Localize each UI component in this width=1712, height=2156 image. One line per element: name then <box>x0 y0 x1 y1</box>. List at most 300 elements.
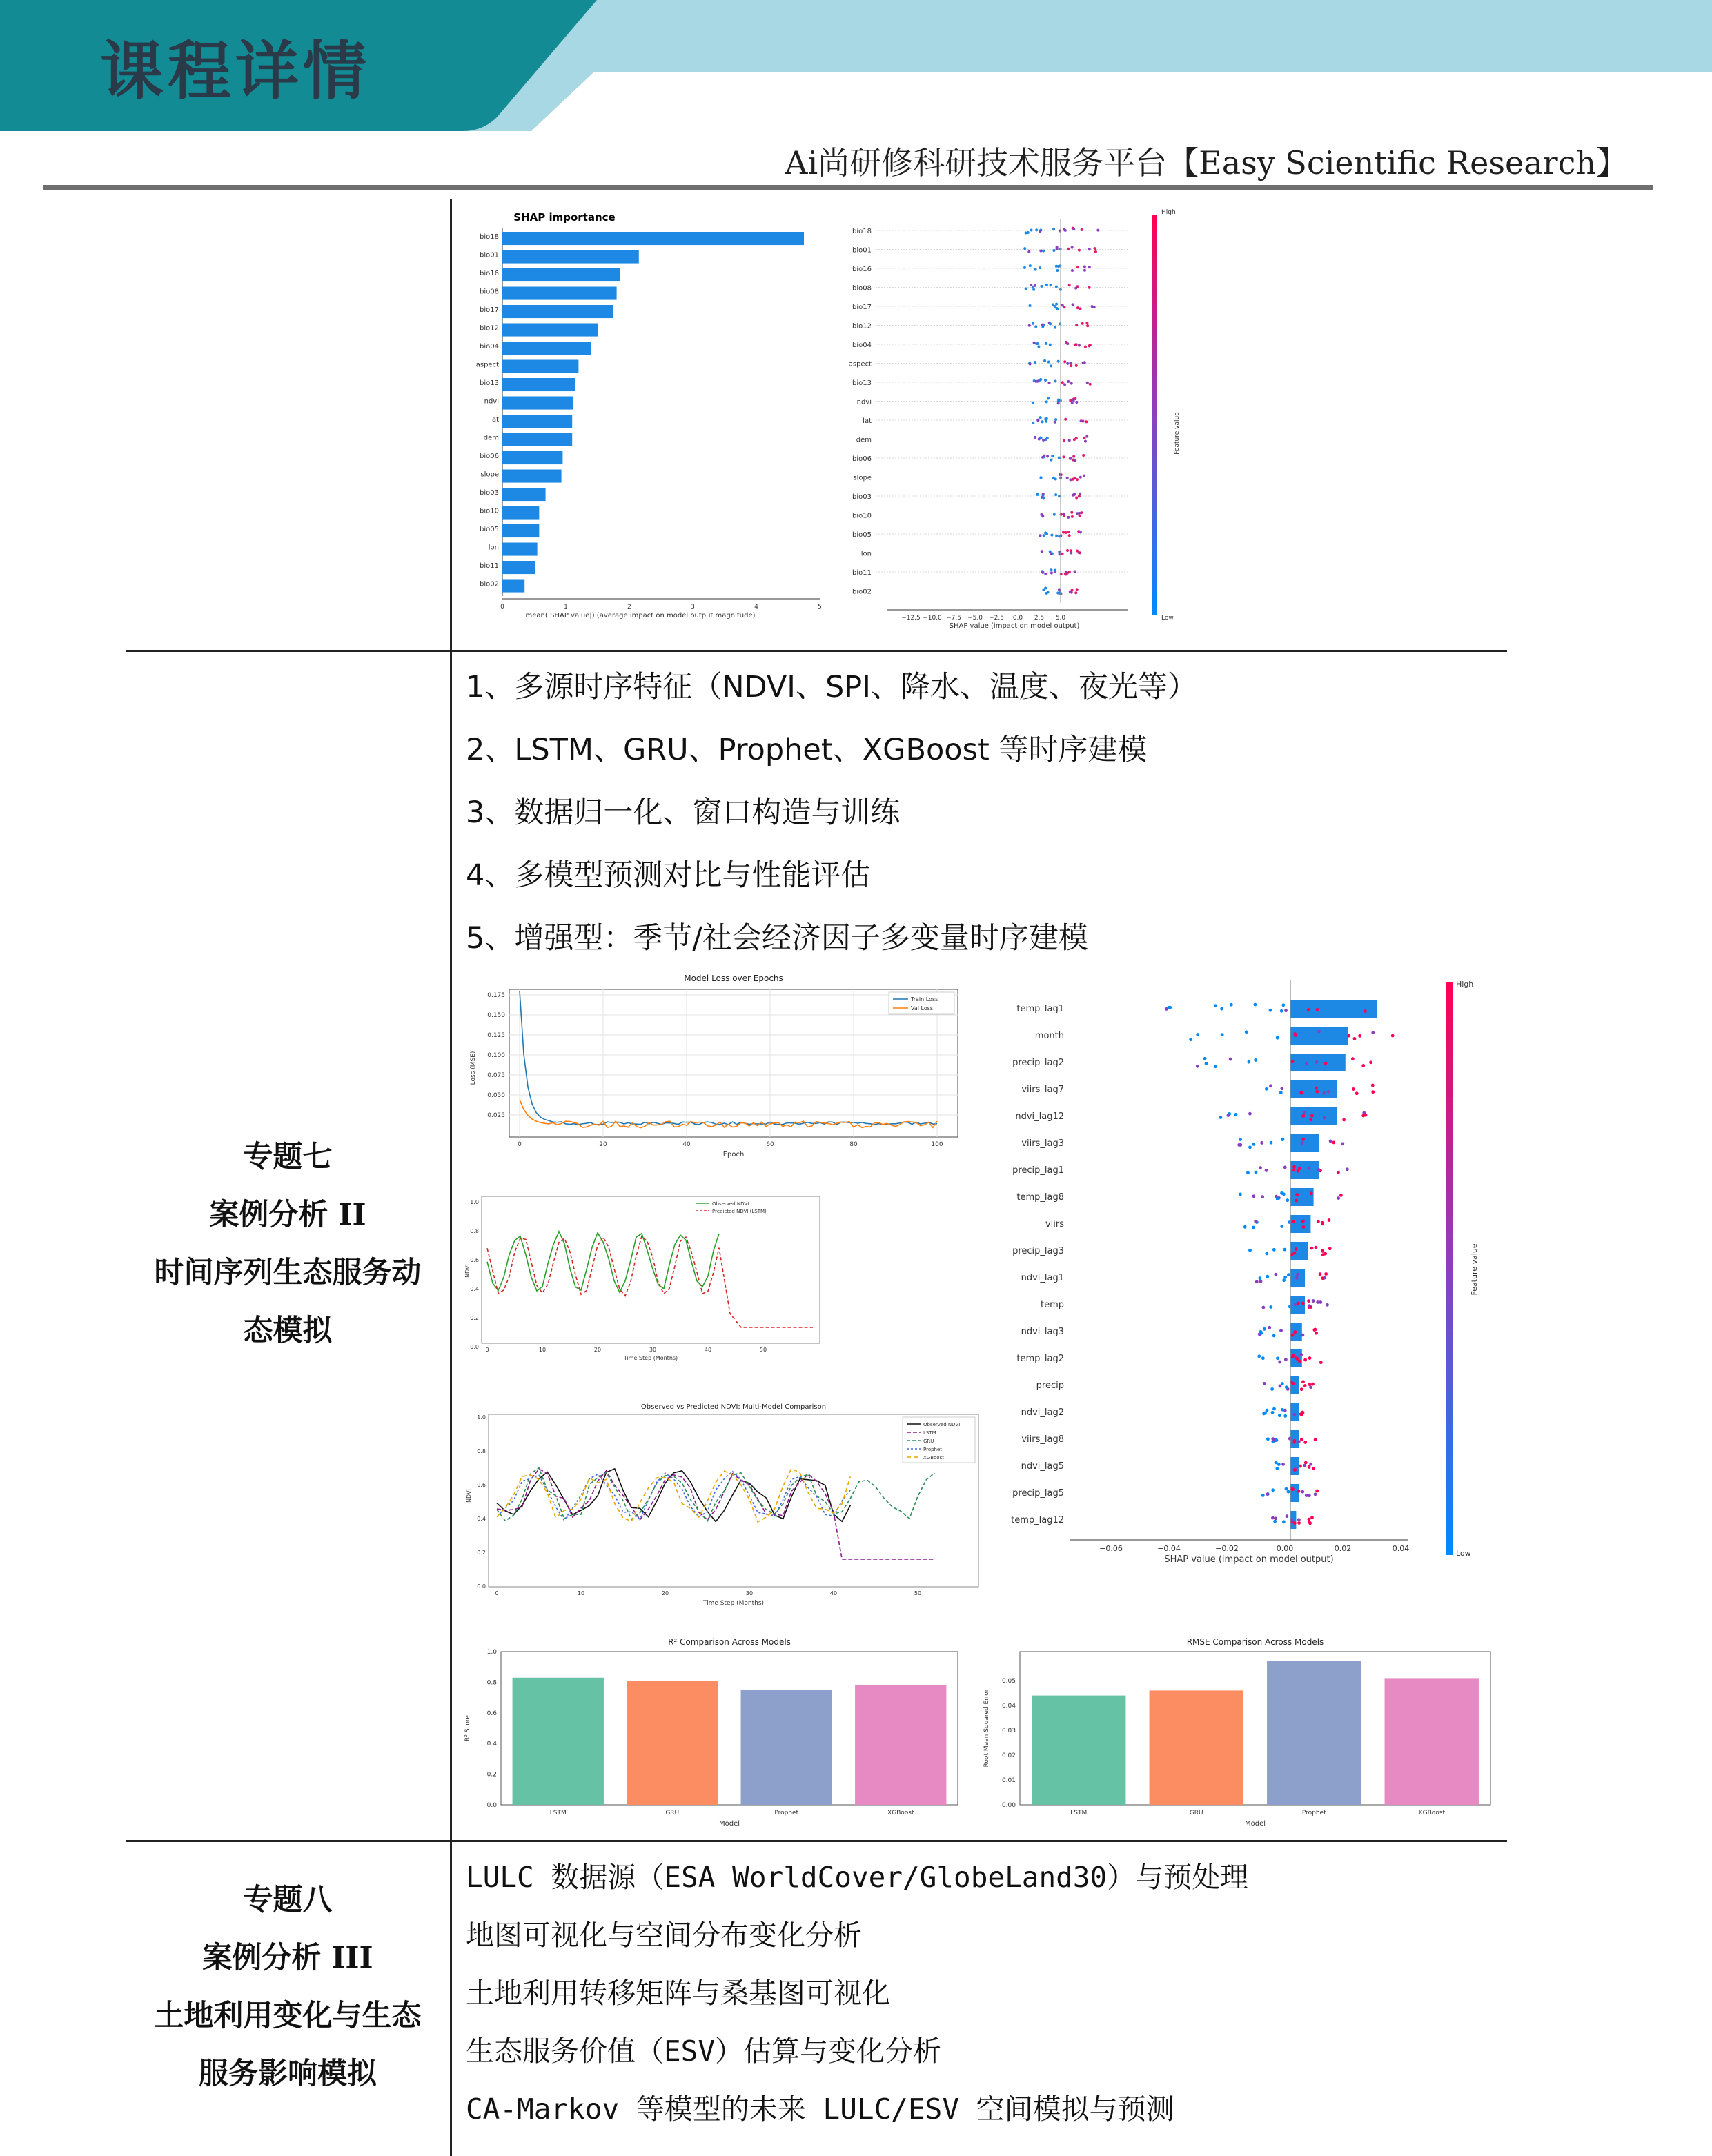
point <box>1295 1356 1298 1360</box>
point <box>1075 496 1078 499</box>
point <box>1280 1225 1283 1228</box>
point <box>1272 1407 1276 1411</box>
point <box>1319 1300 1322 1304</box>
tick-label: bio10 <box>480 507 499 515</box>
tick-label: 20 <box>599 1141 607 1148</box>
point <box>1283 1248 1286 1252</box>
point <box>1263 1382 1266 1385</box>
tick-label: ndvi_lag1 <box>1021 1273 1064 1283</box>
point <box>1234 1113 1238 1116</box>
point <box>1259 1280 1263 1283</box>
point <box>1042 250 1045 253</box>
point <box>1205 1062 1208 1065</box>
tick-label: bio04 <box>480 343 499 350</box>
point <box>1329 1140 1332 1143</box>
tick-label: 0.175 <box>487 992 505 999</box>
point <box>1307 1167 1310 1170</box>
point <box>1243 1225 1247 1229</box>
point <box>1326 1303 1329 1307</box>
tick-label: 0.4 <box>470 1286 479 1292</box>
point <box>1078 249 1081 252</box>
point <box>1061 381 1064 384</box>
y-axis-label: Root Mean Squared Error <box>983 1689 990 1768</box>
point <box>1295 1193 1299 1196</box>
point <box>1293 1032 1297 1036</box>
point <box>1266 1275 1269 1278</box>
bar <box>502 524 539 537</box>
point <box>1293 1521 1297 1525</box>
point <box>1261 1306 1265 1309</box>
point <box>1303 1111 1306 1115</box>
point <box>1058 592 1061 595</box>
point <box>1068 284 1071 286</box>
point <box>1094 247 1096 250</box>
bar <box>502 250 639 264</box>
point <box>1310 1516 1314 1519</box>
tick-label: 0.05 <box>1001 1678 1016 1685</box>
point <box>1069 591 1072 593</box>
topic8-desc-line1: 土地利用变化与生态 <box>154 1999 422 2033</box>
point <box>1054 477 1057 480</box>
point <box>1079 307 1082 310</box>
point <box>1072 494 1074 497</box>
tick-label: 0.125 <box>487 1032 505 1039</box>
point <box>1063 228 1065 231</box>
point <box>1058 457 1061 459</box>
point <box>1063 383 1066 386</box>
point <box>1041 550 1043 553</box>
bar <box>502 415 572 428</box>
x-axis-label: Time Step (Months) <box>623 1355 678 1361</box>
point <box>1066 477 1069 479</box>
point <box>1252 1143 1255 1146</box>
tick-label: bio16 <box>480 270 499 277</box>
colorbar-label: Feature value <box>1174 412 1181 455</box>
tick-label: 0.100 <box>487 1052 505 1059</box>
point <box>1295 1247 1298 1251</box>
point <box>1297 1490 1301 1493</box>
point <box>1324 1062 1328 1065</box>
point <box>1303 1358 1307 1362</box>
point <box>1300 1091 1303 1095</box>
x-axis-label: Time Step (Months) <box>702 1600 765 1607</box>
tick-label: 0.8 <box>486 1679 497 1687</box>
point <box>1312 1299 1315 1303</box>
point <box>1023 266 1026 269</box>
point <box>1269 1084 1272 1087</box>
point <box>1283 1409 1287 1412</box>
point <box>1055 535 1058 537</box>
point <box>1066 549 1069 552</box>
point <box>1282 1278 1286 1282</box>
point <box>1364 1114 1368 1117</box>
point <box>1257 1354 1261 1358</box>
point <box>1061 553 1064 555</box>
point <box>1042 497 1045 500</box>
tick-label: bio03 <box>480 489 499 497</box>
point <box>1315 1087 1318 1090</box>
point <box>1074 287 1077 290</box>
point <box>1063 439 1065 442</box>
point <box>1282 1520 1286 1523</box>
point <box>1032 422 1034 424</box>
point <box>1272 1248 1276 1252</box>
tick-label: GRU <box>1189 1810 1203 1817</box>
point <box>1301 1114 1305 1118</box>
point <box>1255 1280 1259 1284</box>
series-line-observed <box>497 1469 850 1522</box>
tick-label: 50 <box>914 1590 922 1596</box>
point <box>1295 1198 1298 1202</box>
tick-label: 2 <box>627 604 631 611</box>
point <box>1072 228 1075 230</box>
point <box>1292 1354 1295 1358</box>
point <box>1266 1492 1270 1496</box>
x-axis-label: SHAP value (impact on model output) <box>949 622 1080 630</box>
tick-label: lat <box>863 417 872 425</box>
bar <box>1150 1690 1243 1805</box>
point <box>1070 551 1072 554</box>
point <box>1070 511 1073 514</box>
point <box>1041 515 1044 517</box>
point <box>1284 1358 1288 1361</box>
point <box>1025 232 1027 235</box>
bar <box>502 397 573 410</box>
point <box>1276 1197 1279 1200</box>
point <box>1278 1414 1281 1417</box>
point <box>1297 1521 1301 1525</box>
point <box>1043 359 1046 362</box>
point <box>1245 1030 1248 1034</box>
bar <box>502 232 804 245</box>
point <box>1303 1384 1307 1387</box>
point <box>1317 1030 1321 1034</box>
point <box>1054 421 1056 424</box>
legend-label: Predicted NDVI (LSTM) <box>712 1209 767 1214</box>
bar <box>502 506 539 520</box>
point <box>1266 1409 1269 1412</box>
point <box>1080 419 1083 422</box>
point <box>1275 1438 1278 1441</box>
point <box>1263 1327 1266 1331</box>
bar <box>513 1678 604 1805</box>
point <box>1279 1091 1283 1094</box>
tick-label: bio06 <box>852 455 872 463</box>
tick-label: 1 <box>564 604 568 611</box>
point <box>1301 1220 1304 1223</box>
point <box>1321 1249 1324 1253</box>
point <box>1299 1353 1303 1356</box>
point <box>1074 459 1076 462</box>
point <box>1278 1361 1281 1364</box>
tick-label: viirs <box>1045 1219 1064 1229</box>
point <box>1076 306 1079 309</box>
point <box>1323 1091 1326 1095</box>
point <box>1285 1385 1288 1389</box>
point <box>1315 1060 1319 1064</box>
shap-beeswarm-chart <box>832 206 1190 640</box>
point <box>1041 571 1044 574</box>
point <box>1051 455 1054 457</box>
tick-label: −5.0 <box>967 615 983 622</box>
bar <box>1290 1107 1337 1125</box>
topic8-item: 生态服务价值（ESV）估算与变化分析 <box>466 2035 942 2068</box>
tick-label: 0 <box>500 604 504 611</box>
tick-label: −2.5 <box>989 615 1004 622</box>
bar <box>1290 1430 1299 1448</box>
point <box>1040 437 1043 439</box>
header-rule <box>43 185 1653 190</box>
point <box>1277 1463 1281 1466</box>
chart-title: R² Comparison Across Models <box>668 1637 791 1647</box>
tick-label: bio04 <box>852 342 872 349</box>
tick-label: bio01 <box>480 251 499 259</box>
tick-label: 0.4 <box>486 1741 497 1748</box>
point <box>1057 402 1060 404</box>
point <box>1283 1276 1287 1279</box>
tick-label: 80 <box>849 1141 858 1148</box>
point <box>1291 1487 1295 1491</box>
point <box>1271 1516 1275 1520</box>
tick-label: lat <box>490 416 499 424</box>
point <box>1301 1334 1305 1337</box>
point <box>1076 588 1079 591</box>
point <box>1071 515 1074 518</box>
point <box>1361 1064 1365 1067</box>
point <box>1067 531 1070 533</box>
topic7-label <box>126 1128 450 1360</box>
point <box>1084 440 1087 443</box>
tick-label: 0.0 <box>470 1344 479 1350</box>
point <box>1196 1033 1199 1036</box>
point <box>1049 322 1052 325</box>
tick-label: bio16 <box>852 266 872 273</box>
point <box>1324 1272 1328 1276</box>
point <box>1291 1334 1295 1337</box>
point <box>1310 1191 1313 1195</box>
tick-label: temp_lag1 <box>1016 1004 1064 1014</box>
point <box>1270 1387 1274 1391</box>
point <box>1280 1191 1283 1195</box>
point <box>1047 397 1050 400</box>
point <box>1273 1520 1277 1523</box>
point <box>1036 380 1039 383</box>
point <box>1088 286 1091 289</box>
tick-label: month <box>1034 1031 1064 1041</box>
point <box>1023 247 1026 250</box>
point <box>1328 1218 1331 1222</box>
point <box>1076 266 1079 268</box>
point <box>1082 454 1085 457</box>
point <box>1341 1142 1344 1145</box>
topic8-subtitle: 案例分析 III <box>202 1941 373 1975</box>
point <box>1057 360 1060 363</box>
legend-label: Observed NDVI <box>712 1201 749 1207</box>
point <box>1030 229 1033 232</box>
point <box>1280 1009 1283 1013</box>
point <box>1069 457 1072 460</box>
point <box>1253 1003 1257 1007</box>
point <box>1371 1090 1375 1094</box>
point <box>1309 1118 1312 1121</box>
tick-label: 0.00 <box>1276 1544 1294 1553</box>
point <box>1259 1332 1263 1335</box>
bar <box>502 433 572 446</box>
tick-label: 10 <box>538 1347 547 1353</box>
point <box>1069 399 1072 402</box>
point <box>1317 1220 1320 1223</box>
point <box>1292 1169 1295 1172</box>
point <box>1269 1305 1272 1309</box>
point <box>1230 1003 1233 1007</box>
point <box>1275 1461 1278 1464</box>
point <box>1248 1112 1252 1116</box>
tick-label: bio02 <box>480 580 499 589</box>
point <box>1301 1141 1304 1145</box>
bar <box>502 305 613 318</box>
point <box>1227 1114 1230 1117</box>
point <box>1283 1414 1287 1418</box>
point <box>1254 1058 1257 1062</box>
point <box>1079 515 1081 517</box>
point <box>1337 1196 1340 1200</box>
point <box>1078 512 1081 515</box>
point <box>1292 1165 1296 1169</box>
point <box>1276 1356 1279 1360</box>
point <box>1286 1514 1289 1518</box>
tick-label: 0.025 <box>487 1112 505 1119</box>
point <box>1328 1247 1332 1250</box>
point <box>1062 513 1065 515</box>
point <box>1308 1356 1312 1360</box>
tick-label: bio05 <box>852 531 872 539</box>
point <box>1352 1087 1355 1091</box>
bar <box>502 470 562 483</box>
tick-label: 0.0 <box>1012 615 1023 622</box>
point <box>1214 1065 1217 1068</box>
tick-label: 0.6 <box>486 1710 497 1717</box>
bar <box>1290 1484 1299 1502</box>
point <box>1094 250 1097 253</box>
point <box>1054 493 1057 496</box>
point <box>1351 1057 1355 1060</box>
tick-label: 4 <box>754 604 758 611</box>
point <box>1369 1060 1372 1064</box>
point <box>1034 325 1037 328</box>
tick-label: 0.6 <box>477 1482 486 1488</box>
loss-chart <box>461 971 968 1168</box>
tick-label: bio12 <box>852 322 872 330</box>
tick-label: temp_lag2 <box>1016 1354 1064 1364</box>
point <box>1307 1299 1310 1303</box>
point <box>1075 364 1078 367</box>
point <box>1076 549 1079 552</box>
point <box>1301 1225 1305 1229</box>
tick-label: 0.8 <box>470 1228 479 1234</box>
point <box>1060 573 1063 575</box>
bar <box>502 543 538 556</box>
tick-label: ndvi <box>856 398 872 406</box>
point <box>1308 1304 1311 1307</box>
point <box>1260 1141 1263 1145</box>
point <box>1261 1494 1265 1497</box>
legend-label: LSTM <box>923 1430 936 1436</box>
point <box>1252 1194 1256 1198</box>
tick-label: precip_lag1 <box>1012 1165 1064 1176</box>
point <box>1371 1031 1375 1034</box>
point <box>1301 1138 1305 1141</box>
point <box>1083 265 1086 268</box>
point <box>1309 1463 1312 1466</box>
point <box>1283 1166 1287 1169</box>
topic7-desc-line1: 时间序列生态服务动 <box>154 1256 422 1290</box>
tick-label: 0.2 <box>470 1315 479 1321</box>
point <box>1248 1249 1252 1252</box>
point <box>1074 570 1076 573</box>
point <box>1308 1494 1311 1497</box>
tick-label: 0.02 <box>1001 1752 1016 1759</box>
point <box>1286 1198 1289 1202</box>
colorbar <box>1152 215 1157 615</box>
bar <box>1385 1678 1479 1805</box>
point <box>1059 322 1061 325</box>
point <box>1033 342 1036 344</box>
point <box>1281 1003 1285 1007</box>
point <box>1039 249 1042 252</box>
bar <box>1290 1403 1299 1421</box>
point <box>1271 1488 1275 1492</box>
point <box>1266 1437 1270 1441</box>
point <box>1305 1062 1308 1065</box>
point <box>1045 417 1048 420</box>
x-axis-label: Model <box>718 1820 740 1828</box>
point <box>1036 342 1039 345</box>
bar <box>1267 1661 1361 1805</box>
point <box>1039 534 1042 537</box>
point <box>1079 551 1081 554</box>
tick-label: precip <box>1036 1381 1064 1391</box>
point <box>1292 1220 1295 1223</box>
point <box>1239 1138 1242 1141</box>
point <box>1259 1166 1262 1169</box>
point <box>1070 382 1073 385</box>
x-axis-label: Model <box>1244 1820 1266 1828</box>
tick-label: bio01 <box>852 246 872 255</box>
colorbar-high: High <box>1161 209 1176 216</box>
tick-label: 20 <box>661 1590 669 1596</box>
point <box>1287 1273 1290 1276</box>
point <box>1075 401 1078 404</box>
point <box>1068 439 1071 442</box>
point <box>1085 322 1088 324</box>
point <box>1196 1065 1199 1068</box>
tick-label: 0.02 <box>1334 1544 1352 1553</box>
tick-label: 0.2 <box>477 1550 486 1556</box>
bar <box>1290 1376 1299 1394</box>
tick-label: LSTM <box>549 1810 567 1817</box>
point <box>1025 288 1027 290</box>
point <box>1071 246 1074 249</box>
point <box>1061 304 1064 307</box>
tick-label: 3 <box>691 604 695 611</box>
bar <box>1290 1134 1319 1152</box>
point <box>1028 324 1031 327</box>
point <box>1050 284 1052 286</box>
point <box>1327 1090 1330 1094</box>
point <box>1042 439 1045 442</box>
point <box>1084 346 1087 348</box>
point <box>1319 1361 1323 1364</box>
